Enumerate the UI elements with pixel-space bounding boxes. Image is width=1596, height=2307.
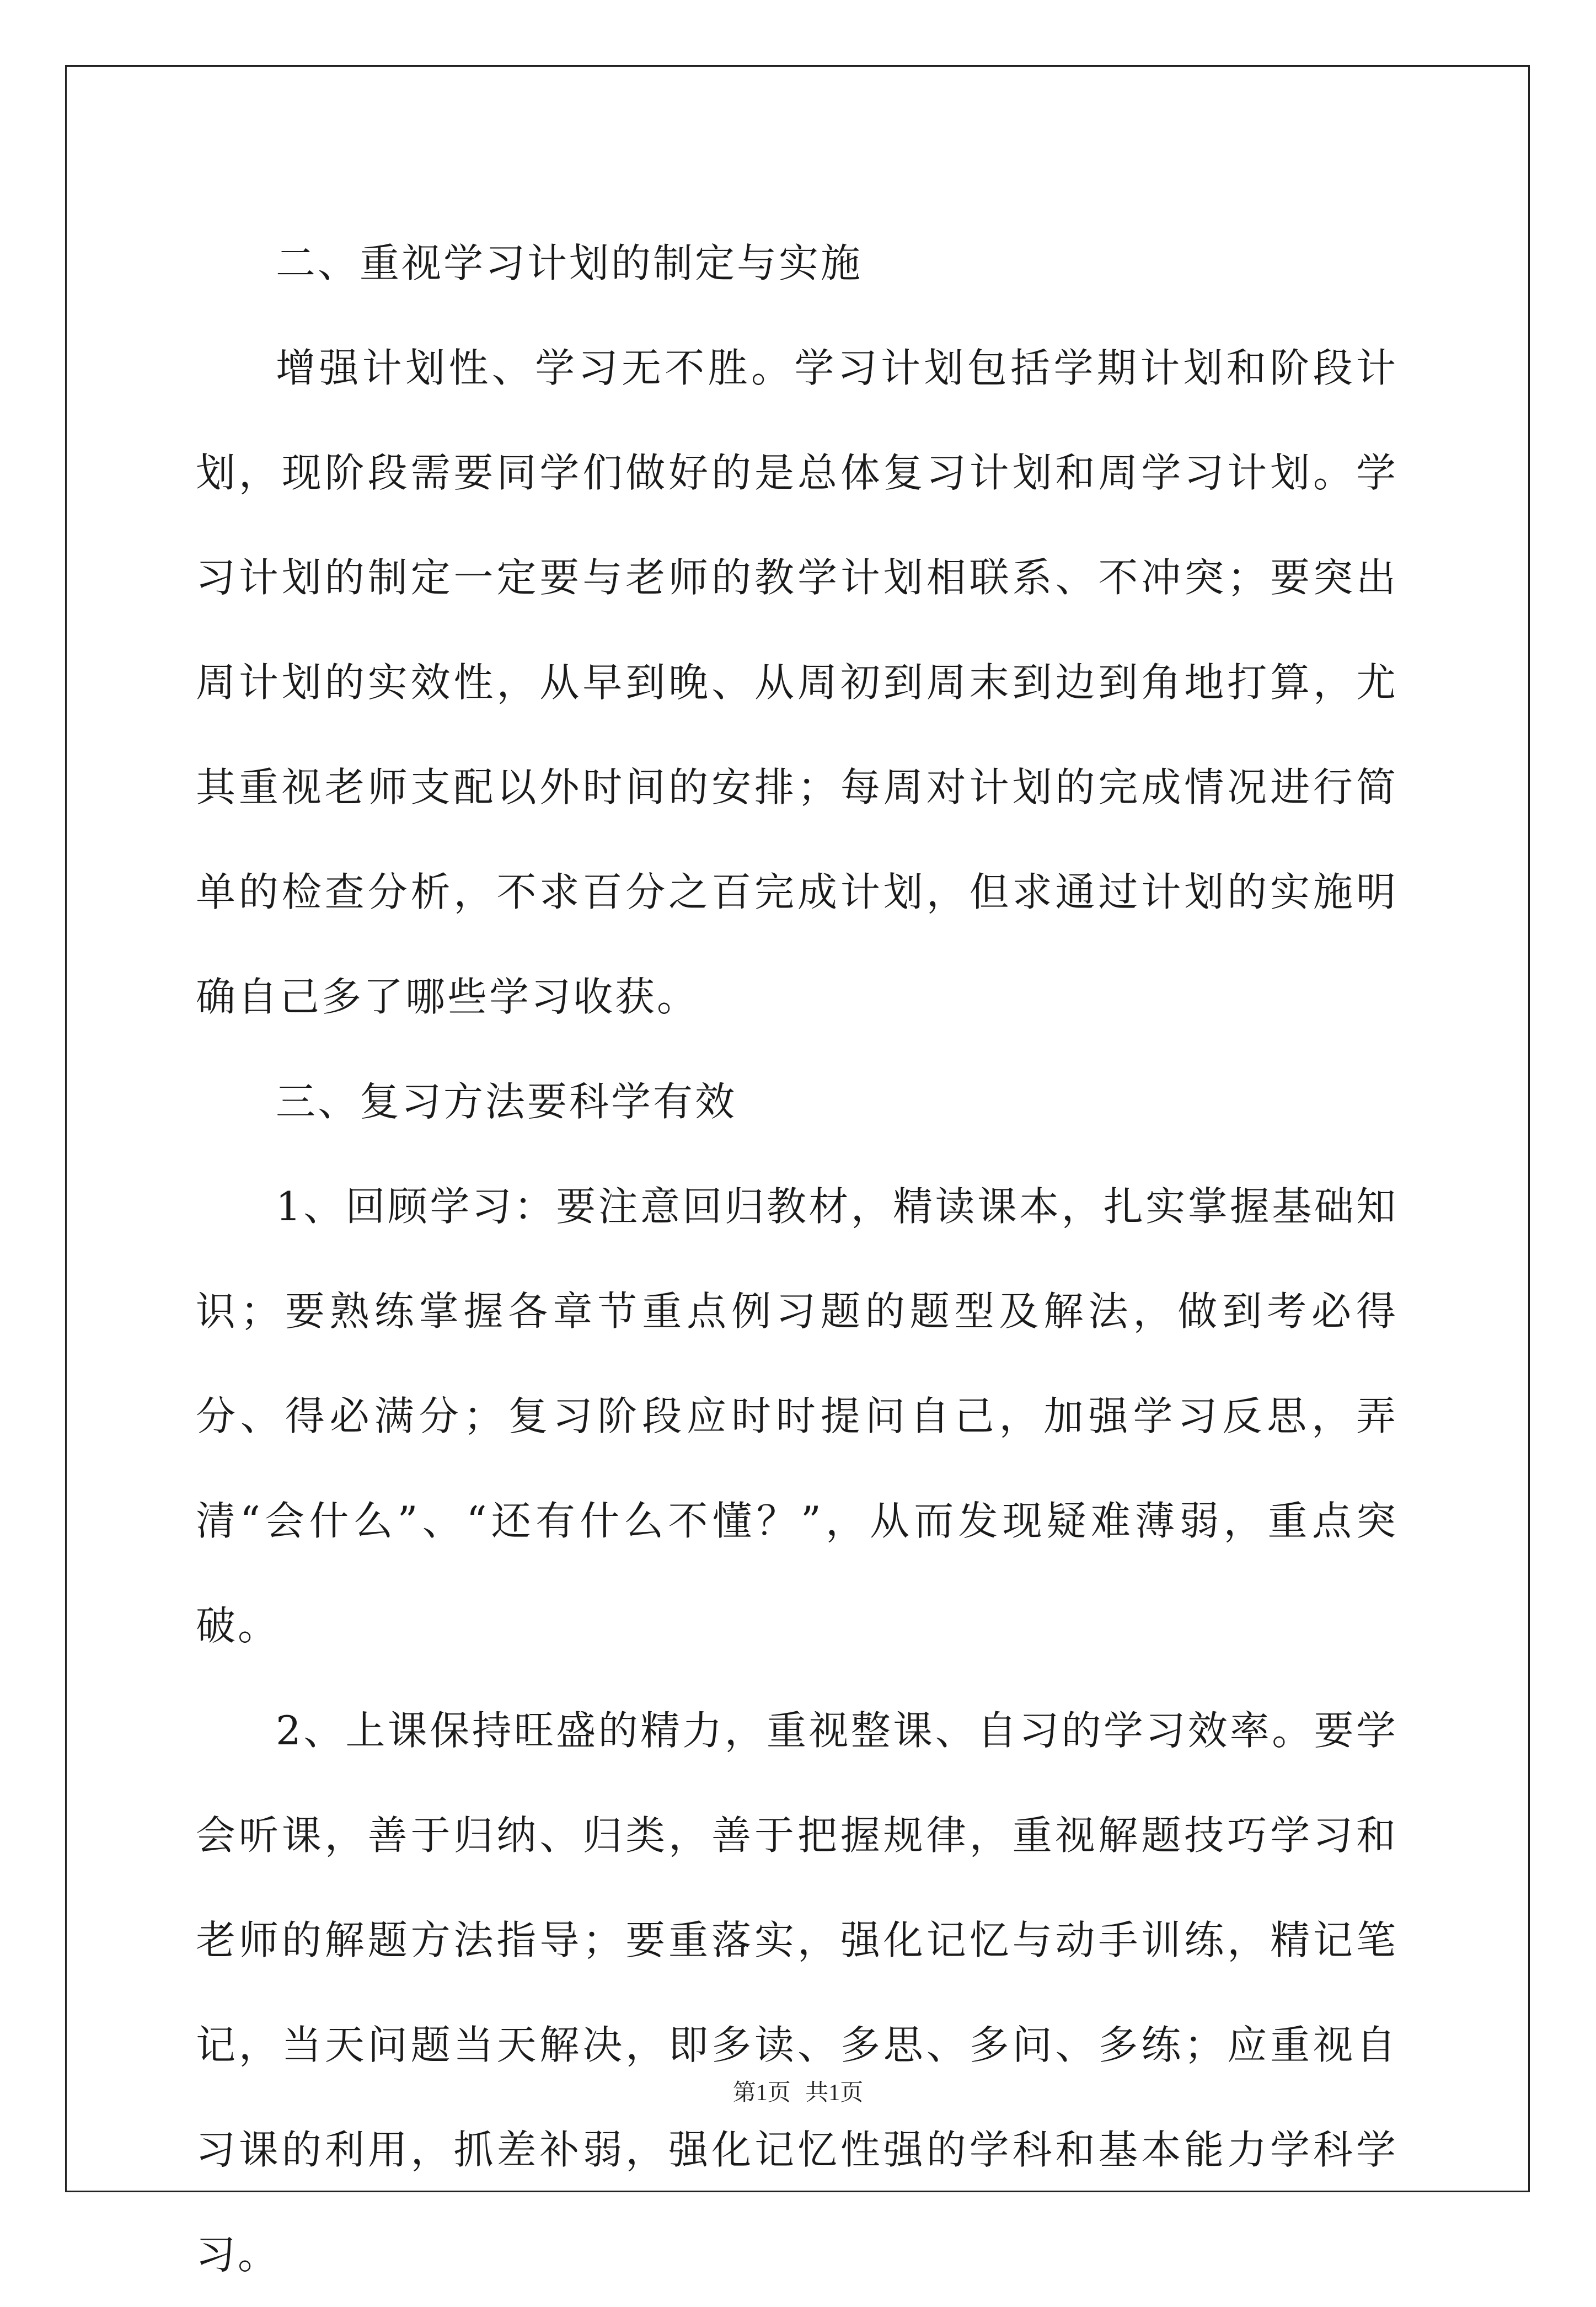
section-heading-2: 二、重视学习计划的制定与实施 [276,240,863,286]
paragraph-review-learning: 1、回顾学习：要注意回归教材，精读课本，扎实掌握基础知识；要熟练掌握各章节重点例习题的题型及解法，做到考必得分、得必满分；复习阶段应时时提问自己，加强学习反思，弄清“会什么”、“还有什么不懂？”，从而发现疑难薄弱，重点突破。 [196,1183,1398,1649]
page-footer [0,2074,1596,2107]
page-number: 第1页 [732,2080,791,2106]
paragraph-class-energy: 2、上课保持旺盛的精力，重视整课、自习的学习效率。要学会听课，善于归纳、归类，善于把握规律，重视解题技巧学习和老师的解题方法指导；要重落实，强化记忆与动手训练，精记笔记，当天问题当天解决，即多读、多思、多问、多练；应重视自习课的利用，抓差补弱，强化记忆性强的学科和基本能力学科学习。 [196,1707,1398,2278]
paragraph-study-plan: 增强计划性、学习无不胜。学习计划包括学期计划和阶段计划，现阶段需要同学们做好的是总体复习计划和周学习计划。学习计划的制定一定要与老师的教学计划相联系、不冲突；要突出周计划的实效性，从早到晚、从周初到周末到边到角地打算，尤其重视老师支配以外时间的安排；每周对计划的完成情况进行简单的检查分析，不求百分之百完成计划，但求通过计划的实施明确自己多了哪些学习收获。 [196,345,1398,1020]
page-total: 共1页 [805,2080,864,2106]
section-heading-3: 三、复习方法要科学有效 [276,1078,737,1125]
document-body [196,211,1398,2307]
